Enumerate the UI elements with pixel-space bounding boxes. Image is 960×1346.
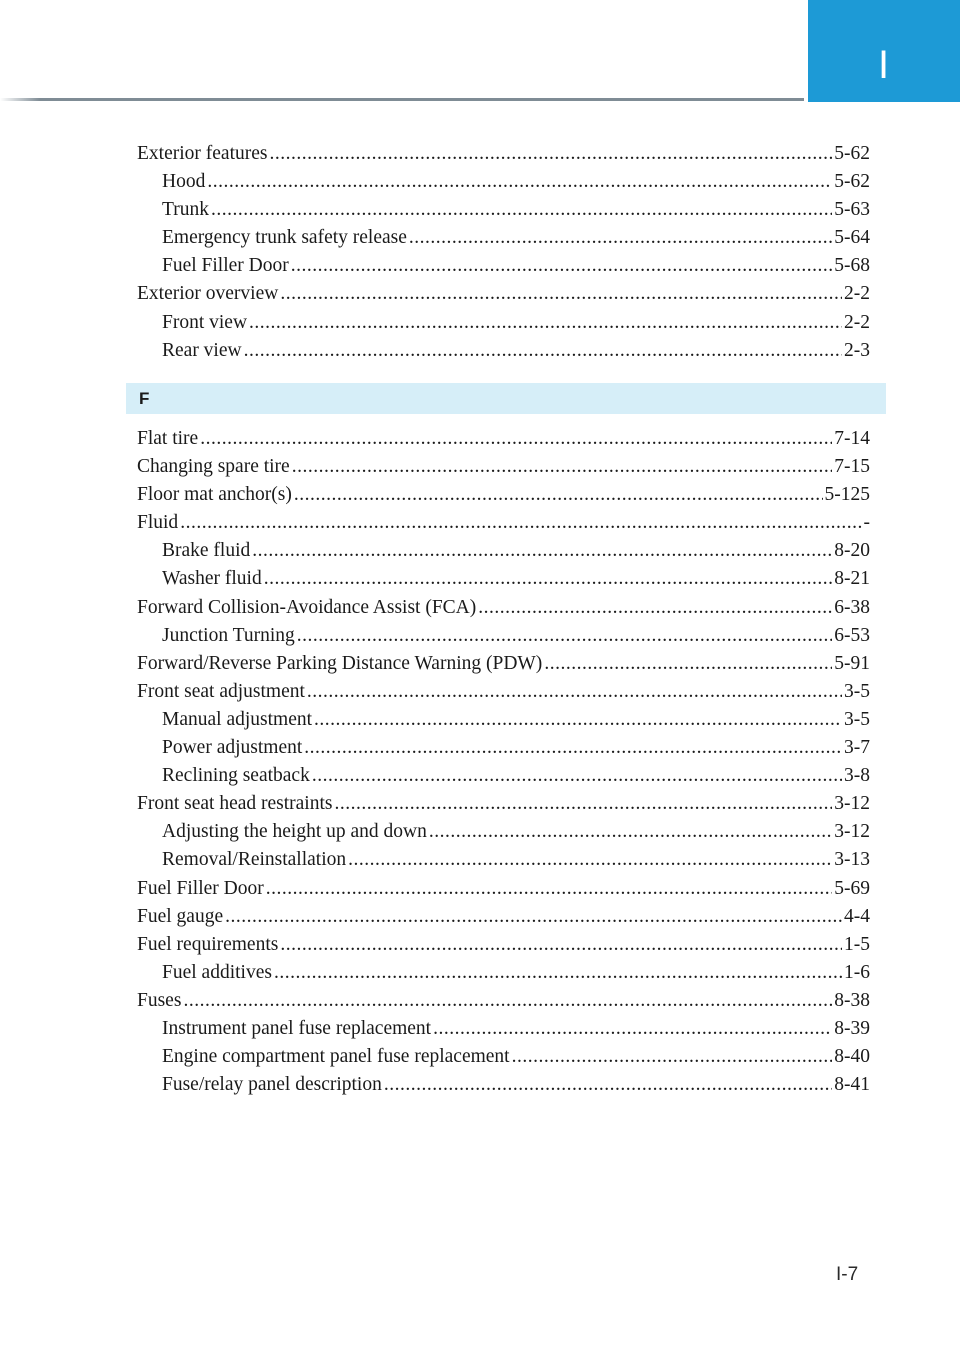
index-subentry (137, 168, 870, 196)
entry-page-ref: 5-68 (834, 255, 870, 277)
index-subentry (137, 1043, 870, 1071)
index-subentry (137, 337, 870, 365)
entry-page-ref: 3-13 (834, 849, 870, 871)
dot-leader (244, 337, 842, 365)
section-letter: F (139, 389, 150, 408)
entry-page-ref: 8-21 (834, 568, 870, 590)
dot-leader (409, 224, 832, 252)
entry-label: Forward Collision-Avoidance Assist (FCA) (137, 596, 477, 618)
dot-leader (225, 903, 842, 931)
entry-page-ref: 8-41 (834, 1074, 870, 1096)
entry-page-ref: 2-2 (844, 283, 870, 305)
dot-leader (280, 931, 842, 959)
entry-page-ref: 3-12 (834, 793, 870, 815)
entry-label: Instrument panel fuse replacement (162, 1017, 432, 1039)
entry-page-ref: 7-14 (834, 428, 870, 449)
entry-label: Hood (162, 171, 206, 193)
index-entry (137, 509, 870, 537)
entry-label: Exterior overview (137, 283, 279, 305)
index-subentry (137, 565, 870, 593)
index-subentry (137, 706, 870, 734)
entry-label: Fuel Filler Door (137, 877, 264, 899)
entry-label: Fuse/relay panel description (162, 1074, 382, 1096)
entry-label: Floor mat anchor(s) (137, 484, 292, 506)
entry-label: Removal/Reinstallation (162, 849, 347, 871)
entry-page-ref: 3-5 (844, 680, 870, 702)
entry-label: Washer fluid (162, 568, 262, 590)
chapter-label: I (877, 43, 891, 87)
entry-page-ref: 3-7 (844, 737, 870, 759)
index-subentry (137, 818, 870, 846)
index-subentry (137, 537, 870, 565)
index-subentry (137, 846, 870, 874)
entry-page-ref: 1-5 (844, 933, 870, 955)
index-subentry (137, 734, 870, 762)
index-subentry (137, 1071, 870, 1099)
dot-leader (180, 509, 861, 537)
entry-label: Front seat head restraints (137, 793, 333, 815)
dot-leader (249, 309, 842, 337)
dot-leader (269, 140, 832, 168)
dot-leader (312, 762, 842, 790)
entry-label: Trunk (162, 199, 209, 221)
entry-label: Fuel Filler Door (162, 255, 289, 277)
entry-label: Rear view (162, 339, 242, 361)
entry-label: Engine compartment panel fuse replacement (162, 1046, 510, 1068)
dot-leader (291, 252, 833, 280)
index-entry (137, 790, 870, 818)
dot-leader (297, 622, 833, 650)
entry-label: Fuel additives (162, 961, 272, 983)
dot-leader (512, 1043, 833, 1071)
index-subentry (137, 196, 870, 224)
dot-leader (307, 678, 842, 706)
entry-page-ref: 5-63 (834, 199, 870, 221)
entry-page-ref: 3-8 (844, 765, 870, 787)
entry-label: Front seat adjustment (137, 680, 305, 702)
entry-label: Fluid (137, 512, 179, 534)
entry-page-ref: 5-125 (824, 484, 870, 506)
entry-page-ref: 2-2 (844, 311, 870, 333)
dot-leader (183, 987, 832, 1015)
section-header-f (126, 383, 886, 414)
entry-page-ref: 8-38 (834, 989, 870, 1011)
chapter-tab (808, 0, 960, 102)
index-subentry (137, 309, 870, 337)
entry-label: Fuel gauge (137, 905, 224, 927)
entry-label: Forward/Reverse Parking Distance Warning (PDW) (137, 652, 543, 674)
entry-label: Power adjustment (162, 737, 303, 759)
dot-leader (429, 818, 832, 846)
dot-leader (266, 875, 833, 903)
dot-leader (211, 196, 832, 224)
entry-page-ref: 8-20 (834, 540, 870, 562)
index-entry (137, 280, 870, 308)
dot-leader (335, 790, 833, 818)
entry-label: Junction Turning (162, 624, 295, 646)
entry-label: Reclining seatback (162, 765, 310, 787)
entry-page-ref: 5-69 (834, 877, 870, 899)
header-rule-fade (0, 98, 40, 101)
entry-label: Adjusting the height up and down (162, 821, 427, 843)
index-subentry (137, 224, 870, 252)
index-subentry (137, 1015, 870, 1043)
entry-label: Fuses (137, 989, 182, 1011)
entry-page-ref: 6-38 (834, 596, 870, 618)
dot-leader (294, 481, 823, 509)
dot-leader (292, 453, 833, 481)
dot-leader (314, 706, 842, 734)
index-entry (137, 453, 870, 481)
dot-leader (384, 1071, 832, 1099)
entry-page-ref: 8-39 (834, 1017, 870, 1039)
dot-leader (274, 959, 842, 987)
dot-leader (252, 537, 832, 565)
dot-leader (544, 650, 832, 678)
dot-leader (280, 280, 842, 308)
index-subentry (137, 622, 870, 650)
dot-leader (478, 594, 832, 622)
entry-label: Emergency trunk safety release (162, 227, 407, 249)
entry-label: Exterior features (137, 143, 268, 164)
dot-leader (304, 734, 842, 762)
dot-leader (348, 846, 832, 874)
index-entry (137, 481, 870, 509)
entry-label: Changing spare tire (137, 456, 290, 478)
index-entry (137, 140, 870, 168)
dot-leader (207, 168, 832, 196)
entry-label: Fuel requirements (137, 933, 279, 955)
dot-leader (433, 1015, 832, 1043)
entry-page-ref: 5-62 (834, 143, 870, 164)
index-entry (137, 425, 870, 453)
entry-label: Brake fluid (162, 540, 251, 562)
entry-page-ref: 5-62 (834, 171, 870, 193)
index-entry (137, 678, 870, 706)
entry-page-ref: 7-15 (834, 456, 870, 478)
entry-page-ref: 3-12 (834, 821, 870, 843)
index-group-e (137, 140, 870, 365)
index-entry (137, 987, 870, 1015)
page-number: I-7 (836, 1264, 859, 1285)
entry-label: Flat tire (137, 428, 199, 449)
index-group-f (137, 425, 870, 1099)
entry-label: Manual adjustment (162, 708, 313, 730)
entry-page-ref: - (863, 512, 870, 534)
index-entry (137, 875, 870, 903)
entry-page-ref: 6-53 (834, 624, 870, 646)
entry-page-ref: 2-3 (844, 339, 870, 361)
entry-page-ref: 8-40 (834, 1046, 870, 1068)
entry-page-ref: 3-5 (844, 708, 870, 730)
dot-leader (200, 425, 832, 453)
index-subentry (137, 762, 870, 790)
entry-page-ref: 5-64 (834, 227, 870, 249)
entry-label: Front view (162, 311, 248, 333)
entry-page-ref: 5-91 (834, 652, 870, 674)
index-entry (137, 594, 870, 622)
index-entry (137, 903, 870, 931)
index-subentry (137, 959, 870, 987)
index-subentry (137, 252, 870, 280)
dot-leader (264, 565, 833, 593)
header-rule (0, 98, 804, 101)
entry-page-ref: 1-6 (844, 961, 870, 983)
index-entry (137, 931, 870, 959)
entry-page-ref: 4-4 (844, 905, 870, 927)
index-entry (137, 650, 870, 678)
